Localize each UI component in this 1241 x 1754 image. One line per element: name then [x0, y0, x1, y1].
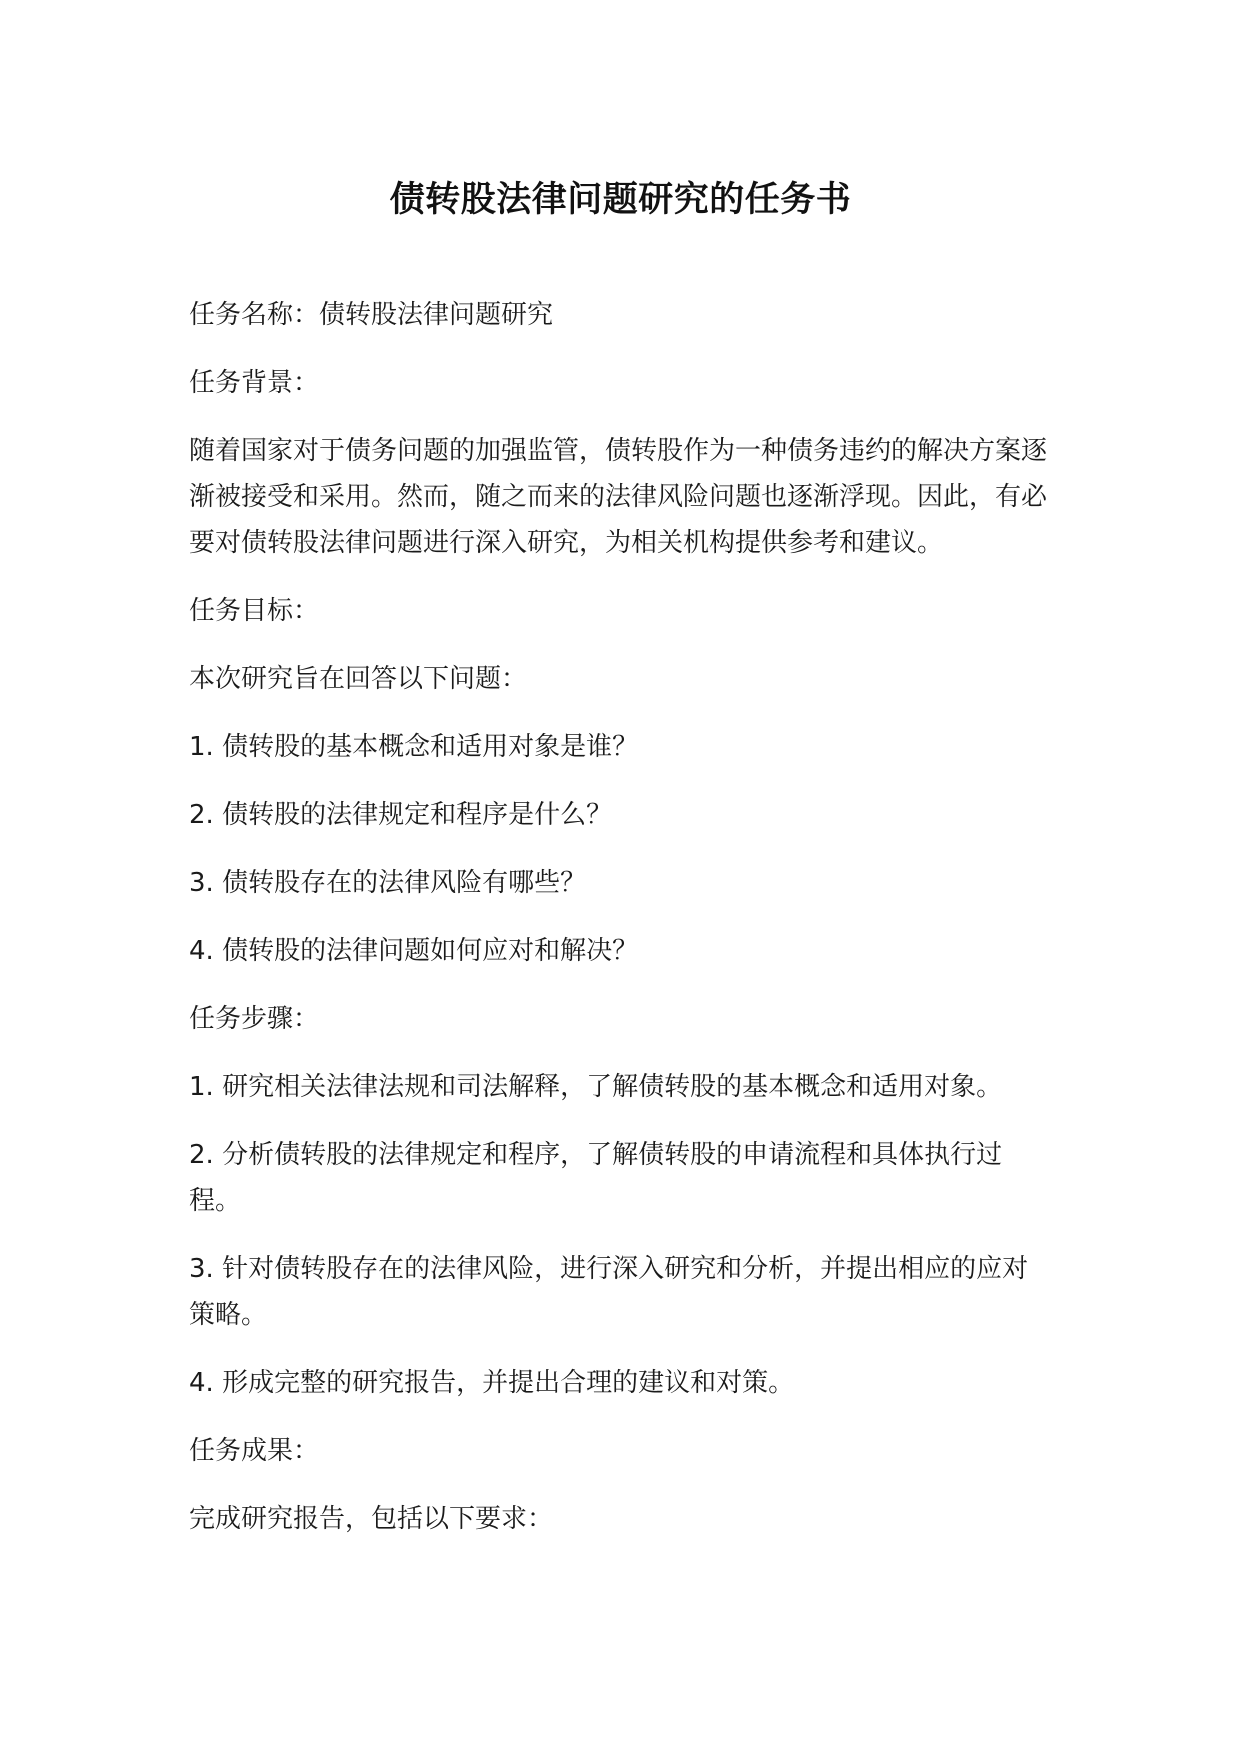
goal-item-2: 2. 债转股的法律规定和程序是什么？	[189, 800, 613, 830]
task-goal-heading: 任务目标：	[189, 596, 320, 626]
document-title: 债转股法律问题研究的任务书	[389, 180, 852, 220]
task-steps-heading: 任务步骤：	[189, 1004, 320, 1034]
step-item-4: 4. 形成完整的研究报告，并提出合理的建议和对策。	[189, 1368, 795, 1398]
goal-item-4: 4. 债转股的法律问题如何应对和解决？	[189, 936, 639, 966]
task-name-line: 任务名称：债转股法律问题研究	[189, 300, 554, 330]
step-item-1: 1. 研究相关法律法规和司法解释，了解债转股的基本概念和适用对象。	[189, 1072, 1003, 1102]
task-results-text: 完成研究报告，包括以下要求：	[189, 1504, 554, 1534]
task-background-heading: 任务背景：	[189, 368, 320, 398]
task-results-heading: 任务成果：	[189, 1436, 320, 1466]
goal-item-3: 3. 债转股存在的法律风险有哪些？	[189, 868, 587, 898]
task-goal-intro: 本次研究旨在回答以下问题：	[189, 664, 528, 694]
goal-item-1: 1. 债转股的基本概念和适用对象是谁？	[189, 732, 639, 762]
step-item-2: 2. 分析债转股的法律规定和程序，了解债转股的申请流程和具体执行过程。	[189, 1140, 1003, 1216]
task-background-text: 随着国家对于债务问题的加强监管，债转股作为一种债务违约的解决方案逐渐被接受和采用。然而，随之而来的法律风险问题也逐渐浮现。因此，有必要对债转股法律问题进行深入研究，为相关机构提供参考和建议。	[189, 436, 1048, 558]
document-body	[189, 292, 1049, 1564]
step-item-3: 3. 针对债转股存在的法律风险，进行深入研究和分析，并提出相应的应对策略。	[189, 1254, 1029, 1330]
